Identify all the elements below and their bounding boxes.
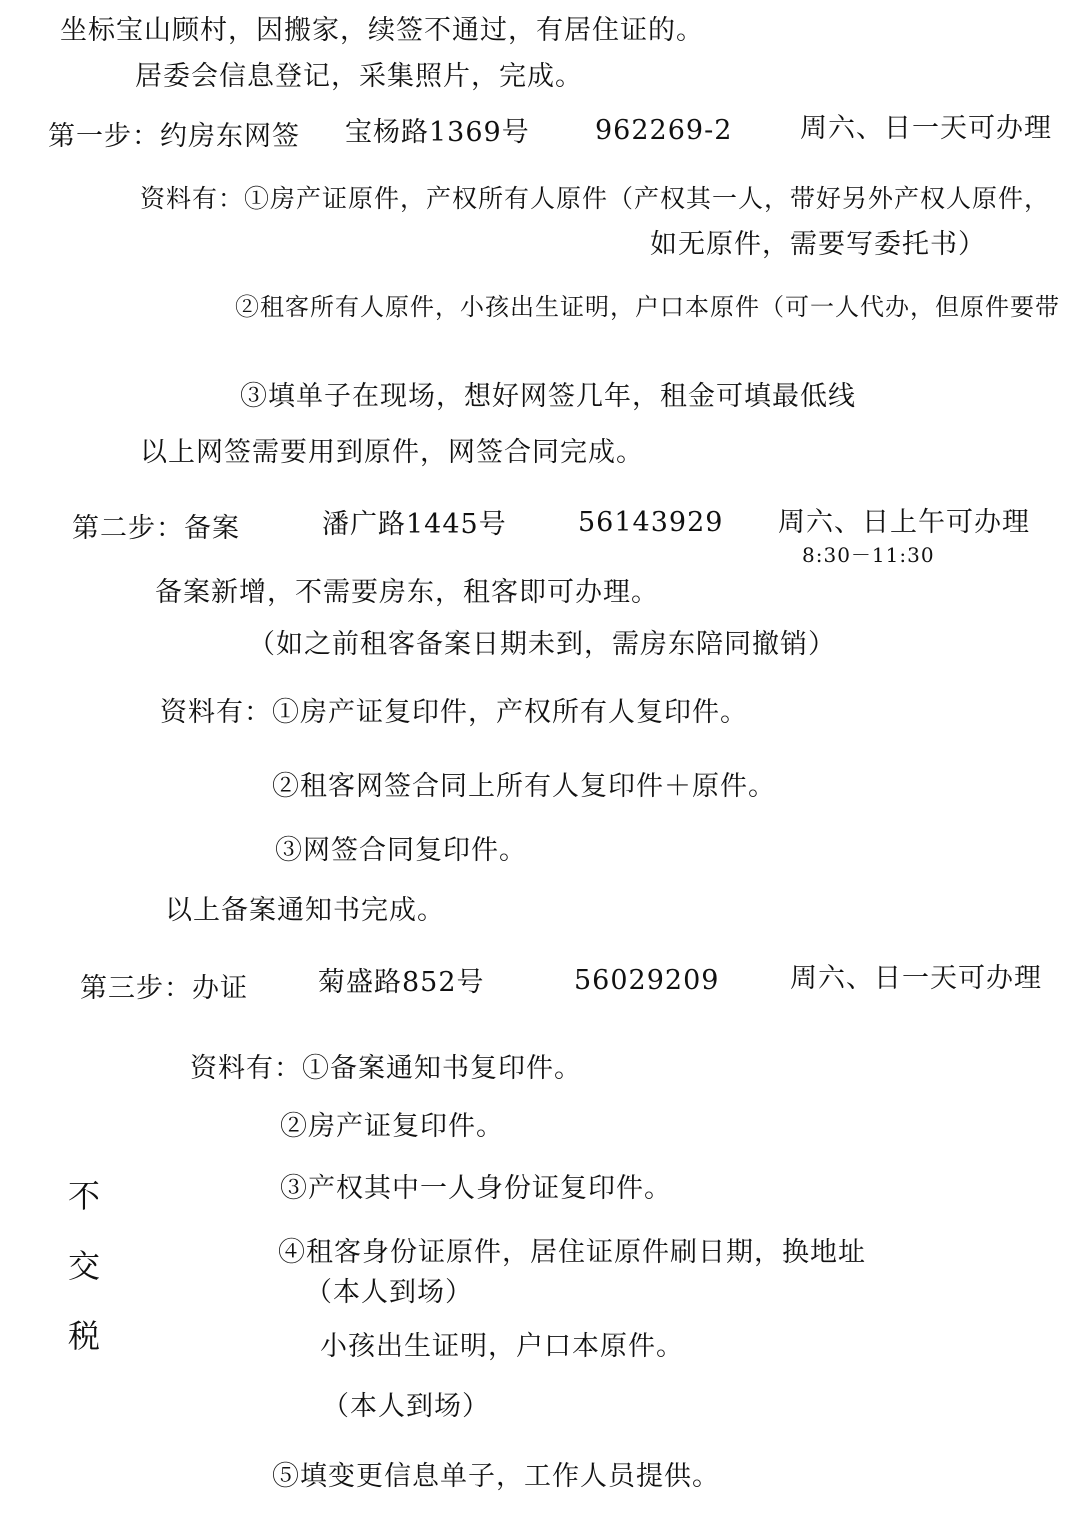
step3-hours: 周六、日一天可办理 xyxy=(790,963,1042,994)
step2-phone: 56143929 xyxy=(578,507,724,538)
intro-line-2: 居委会信息登记，采集照片，完成。 xyxy=(135,61,583,92)
step3-material-4b: 小孩出生证明，户口本原件。 xyxy=(320,1331,684,1362)
step2-address: 潘广路1445号 xyxy=(322,509,507,540)
step3-title: 第三步：办证 xyxy=(80,973,248,1004)
step3-material-1: 资料有：①备案通知书复印件。 xyxy=(190,1053,582,1084)
step2-title: 第二步：备案 xyxy=(72,513,240,544)
step1-title: 第一步：约房东网签 xyxy=(48,121,300,152)
step3-phone: 56029209 xyxy=(574,965,720,996)
step2-hours-time: 8:30－11:30 xyxy=(802,543,935,567)
step3-address: 菊盛路852号 xyxy=(318,967,485,998)
step1-done: 以上网签需要用到原件，网签合同完成。 xyxy=(140,437,644,468)
side-note-char-2: 交 xyxy=(68,1247,101,1285)
step3-material-3: ③产权其中一人身份证复印件。 xyxy=(280,1173,672,1204)
step2-material-1: 资料有：①房产证复印件，产权所有人复印件。 xyxy=(160,697,748,728)
side-note-char-1: 不 xyxy=(68,1177,101,1215)
step1-phone: 962269-2 xyxy=(595,115,733,146)
step3-material-5: ⑤填变更信息单子，工作人员提供。 xyxy=(272,1461,720,1492)
step2-material-3: ③网签合同复印件。 xyxy=(275,835,527,866)
step1-address: 宝杨路1369号 xyxy=(345,117,530,148)
step1-material-1: 资料有：①房产证原件，产权所有人原件（产权其一人，带好另外产权人原件， xyxy=(140,184,1051,213)
step2-done: 以上备案通知书完成。 xyxy=(165,895,445,926)
step2-note-1: 备案新增，不需要房东，租客即可办理。 xyxy=(155,577,659,608)
step2-material-2: ②租客网签合同上所有人复印件＋原件。 xyxy=(272,771,776,802)
intro-line-1: 坐标宝山顾村，因搬家，续签不通过，有居住证的。 xyxy=(60,15,704,46)
step1-material-1-cont: 如无原件，需要写委托书） xyxy=(650,229,986,260)
step3-material-4b-note: （本人到场） xyxy=(322,1391,490,1422)
step3-material-2: ②房产证复印件。 xyxy=(280,1111,504,1142)
step2-note-2: （如之前租客备案日期未到，需房东陪同撤销） xyxy=(248,629,836,660)
side-note-char-3: 税 xyxy=(68,1317,101,1355)
step3-material-4: ④租客身份证原件，居住证原件刷日期，换地址 xyxy=(278,1237,866,1268)
step3-material-4-note: （本人到场） xyxy=(305,1277,473,1308)
step2-hours: 周六、日上午可办理 xyxy=(778,507,1030,538)
step1-hours: 周六、日一天可办理 xyxy=(800,113,1052,144)
step1-material-2: ②租客所有人原件，小孩出生证明，户口本原件（可一人代办，但原件要带 xyxy=(235,293,1060,321)
step1-material-3: ③填单子在现场，想好网签几年，租金可填最低线 xyxy=(240,381,856,412)
